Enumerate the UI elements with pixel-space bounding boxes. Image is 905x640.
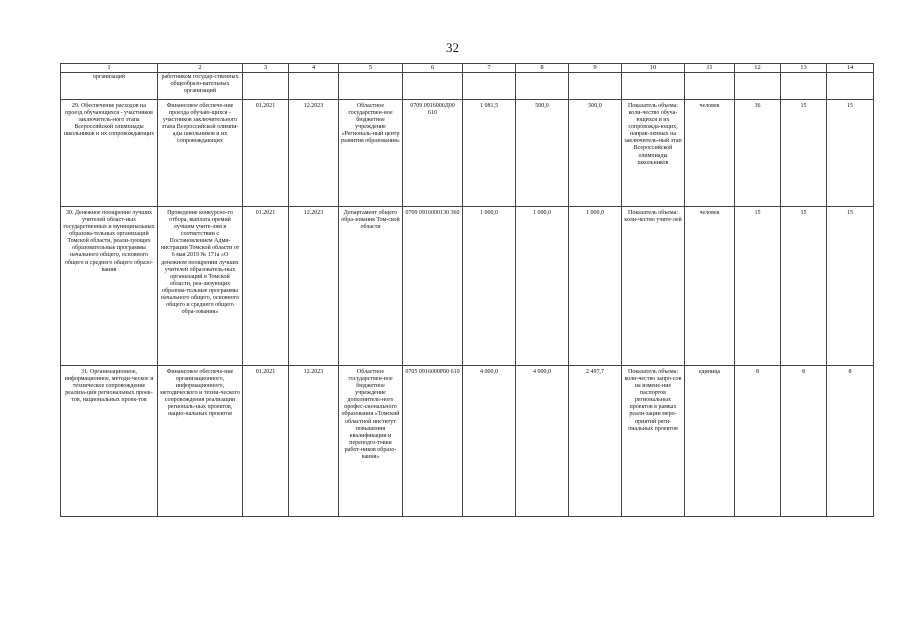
cell-value: 8 <box>781 366 827 517</box>
program-activities-table <box>60 63 874 517</box>
header-cell: 6 <box>403 64 463 73</box>
header-cell: 4 <box>289 64 339 73</box>
cell-amount: 500,0 <box>569 100 622 207</box>
cell-amount: 500,0 <box>516 100 569 207</box>
cell-empty <box>403 73 463 100</box>
cell-indicator: Показатель объема: коли-чество обуча-ющихся и их сопровожда-ющих, направ-ленных на заключитель-ный этап Всероссийской олимпиады школьников <box>622 100 685 207</box>
cell-amount: 1 000,0 <box>516 207 569 366</box>
cell-description: Проведение конкурсно-го отбора, выплата премий лучшим учите-лям в соответствии с Постановлением Адми-нистрации Томской области от 6 мая 2019 № 171а «О денежном поощрении лучших учителей образователь-ных организаций в Томской области, реа-лизующих образова-тельные программы начального общего, основного общего и среднего общего обра-зования» <box>158 207 243 366</box>
cell-budget-code: 0709 0916000Д00 610 <box>403 100 463 207</box>
cell-name: организаций <box>61 73 158 100</box>
cell-start-date: 01.2021 <box>243 207 289 366</box>
cell-name: 29. Обеспечение расходов на проезд обучающихся - участников заключитель-ного этапа Всероссийской олимпиады школьников и их сопровождающих <box>61 100 158 207</box>
cell-amount: 1 000,0 <box>463 207 516 366</box>
header-cell: 1 <box>61 64 158 73</box>
cell-value: 15 <box>827 207 874 366</box>
cell-budget-code: 0709 0916000130 360 <box>403 207 463 366</box>
cell-name: 30. Денежное поощрение лучших учителей област-ных государственных и муниципальных образова-тельных организаций Томской области, реали-зующих образовательные программы начального общего, основного общего и среднего общего образо-вания <box>61 207 158 366</box>
cell-name: 31. Организационное, информационное, методи-ческое и техническое сопровождение реализа-ции региональных проек-тов, национальных проек-тов <box>61 366 158 517</box>
cell-indicator: Показатель объема: коли-чество запро-сов на измене-ние паспортов региональных проектов в рамках реали-зации меро-приятий реги-ональных проектов <box>622 366 685 517</box>
cell-description: Финансовое обеспече-ние организационного, информационного, методического и техни-ческого сопровождения реализации региональ-ных проектов, нацио-нальных проектов <box>158 366 243 517</box>
cell-empty <box>463 73 516 100</box>
cell-value: 15 <box>781 100 827 207</box>
cell-amount: 1 081,5 <box>463 100 516 207</box>
cell-value: 15 <box>735 207 781 366</box>
cell-indicator: Показатель объема: коли-чество учите-лей <box>622 207 685 366</box>
cell-executor: Департамент общего обра-зования Том-ской области <box>339 207 403 366</box>
cell-empty <box>339 73 403 100</box>
cell-description: Финансовое обеспече-ние проезда обучаю-щихся - участников заключительного этапа Всероссийской олимпи-ады школьников и их сопровождающих <box>158 100 243 207</box>
cell-value: 8 <box>827 366 874 517</box>
header-cell: 5 <box>339 64 403 73</box>
cell-start-date: 01.2021 <box>243 100 289 207</box>
cell-executor: Областное государствен-ное бюджетное учреждение дополнитель-ного профес-сионального образования «Томский областной институт повышения квалификации и переподго-товки работ-ников образо-вания» <box>339 366 403 517</box>
cell-value: 15 <box>827 100 874 207</box>
cell-end-date: 12.2023 <box>289 366 339 517</box>
header-cell: 10 <box>622 64 685 73</box>
page-number: 32 <box>446 40 459 55</box>
cell-value: 15 <box>781 207 827 366</box>
cell-unit: человек <box>685 207 735 366</box>
cell-amount: 1 000,0 <box>569 207 622 366</box>
continuation-row <box>61 73 874 100</box>
cell-amount: 4 000,0 <box>516 366 569 517</box>
header-cell: 11 <box>685 64 735 73</box>
cell-start-date: 01.2021 <box>243 366 289 517</box>
cell-empty <box>569 73 622 100</box>
cell-end-date: 12.2023 <box>289 100 339 207</box>
cell-amount: 2 497,7 <box>569 366 622 517</box>
cell-empty <box>781 73 827 100</box>
cell-description: работником государ-ственных общеобразо-вательных организаций <box>158 73 243 100</box>
cell-empty <box>289 73 339 100</box>
cell-empty <box>685 73 735 100</box>
cell-empty <box>622 73 685 100</box>
header-cell: 3 <box>243 64 289 73</box>
cell-executor: Областное государствен-ное бюджетное учреждение «Региональ-ный центр развития образования» <box>339 100 403 207</box>
cell-empty <box>516 73 569 100</box>
header-cell: 9 <box>569 64 622 73</box>
header-cell: 14 <box>827 64 874 73</box>
cell-value: 36 <box>735 100 781 207</box>
cell-unit: человек <box>685 100 735 207</box>
table-row <box>61 207 874 366</box>
header-cell: 13 <box>781 64 827 73</box>
cell-empty <box>243 73 289 100</box>
cell-budget-code: 0705 0916000Р00 610 <box>403 366 463 517</box>
cell-empty <box>827 73 874 100</box>
header-cell: 12 <box>735 64 781 73</box>
cell-unit: единица <box>685 366 735 517</box>
header-cell: 7 <box>463 64 516 73</box>
cell-empty <box>735 73 781 100</box>
column-number-header <box>61 64 874 73</box>
header-cell: 2 <box>158 64 243 73</box>
cell-amount: 4 000,0 <box>463 366 516 517</box>
cell-value: 8 <box>735 366 781 517</box>
table-row <box>61 366 874 517</box>
cell-end-date: 12.2023 <box>289 207 339 366</box>
header-cell: 8 <box>516 64 569 73</box>
table-row <box>61 100 874 207</box>
